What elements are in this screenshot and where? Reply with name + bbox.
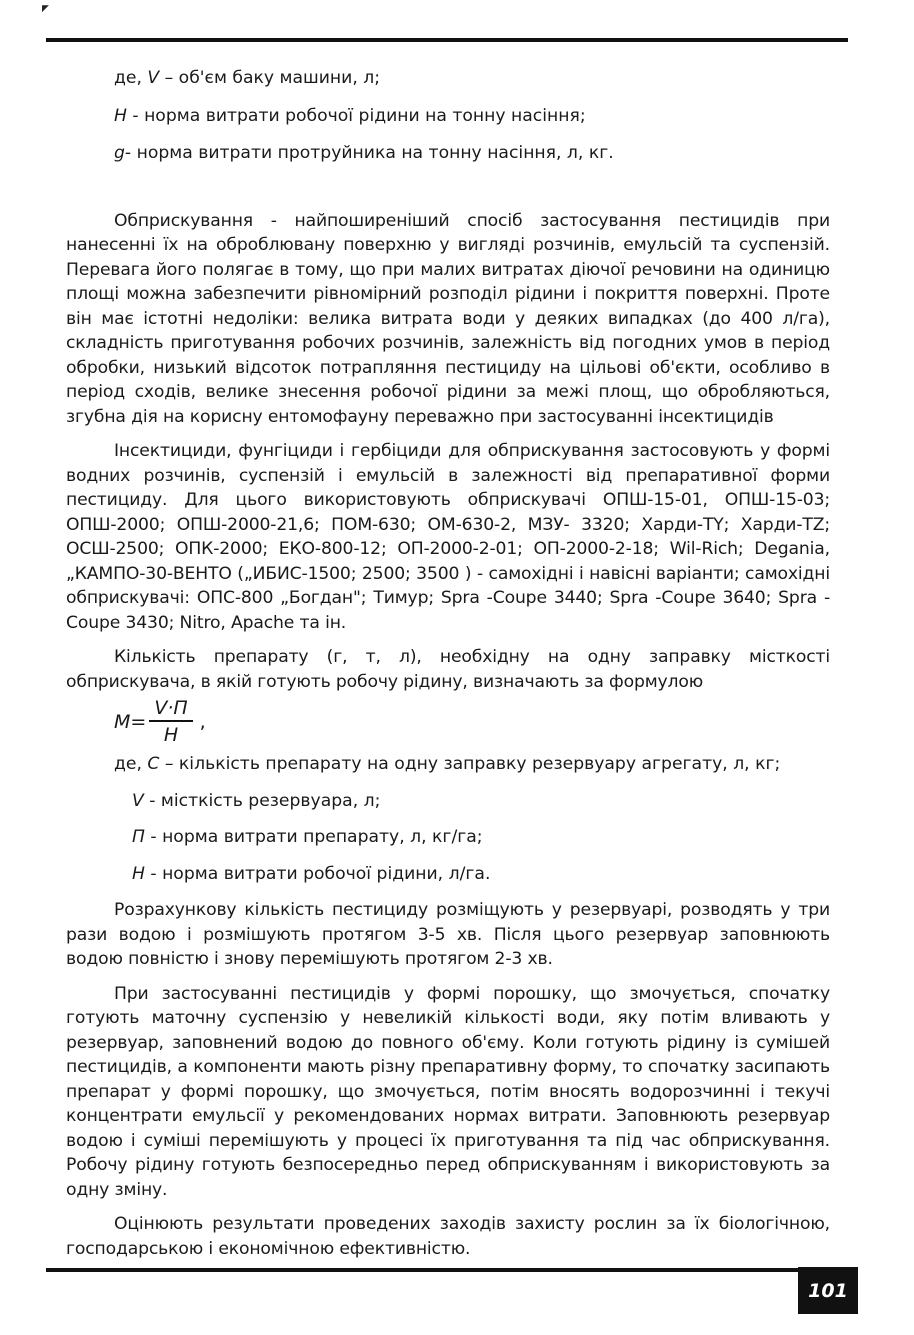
paragraph-formula-intro: Кількість препарату (г, т, л), необхідну на одну заправку місткості обприскувача, в якій готують робочу рідину, визначають за формулою: [66, 647, 830, 692]
paragraph-spraying-intro: Обприскування - найпоширеніший спосіб застосування пестицидів при нанесенні їх на оброблювану поверхню у вигляді розчинів, емульсій та суспензій. Перевага його полягає в тому, що при малих витратах діючої речовини на одиницю площі можна забезпечити рівномірний розподіл рідини і покриття поверхні. Проте він має істотні недоліки: велика витрата води у деяких випадках (до 400 л/га), складність приготування робочих розчинів, залежність від погодних умов в період обробки, низький відсоток потрапляння пестициду на цільові об'єкти, особливо в період сходів, велике знесення робочої рідини за межі площ, що обробляються, згубна дія на корисну ентомофауну переважно при застосуванні інсектицидів: [66, 210, 830, 427]
page-number: 101: [798, 1267, 858, 1314]
formula-fraction: $\frac{V\cdot П}{H}$: [148, 696, 193, 748]
paragraph-calculation: Розрахункову кількість пестициду розміщують у резервуарі, розводять у три рази водою і розмішують протягом 3-5 хв. Після цього резервуар заповнюють водою повністю і знову перемішують протягом 2-3 хв.: [66, 900, 830, 969]
page-content: [66, 66, 830, 1271]
definition-line-h: H - норма витрати робочої рідини на тонну насіння;: [114, 105, 586, 126]
bottom-rule: [46, 1268, 848, 1272]
paragraph-sprayers-list: Інсектициди, фунгіциди і гербіциди для обприскування застосовують у формі водних розчинів, суспензій і емульсій в залежності від препаративної форми пестициду. Для цього використовують обприскувачі ОПШ-15-01, ОПШ-15-03; ОПШ-2000; ОПШ-2000-21,6; ПОМ-630; ОМ-630-2, МЗУ- 3320; Харди-ТY; Харди-ТZ; ОСШ-2500; ОПК-2000; ЕКО-800-12; ОП-2000-2-01; ОП-2000-2-18; Wil-Rich; Degania, „КАМПО-30-ВЕНТО („ИБИС-1500; 2500; 3500 ) - самохідні і навісні варіанти; самохідні обприскувачі: ОПС-800 „Богдан"; Тимур; Spra -Coupe 3440; Spra -Coupe 3640; Spra -Coupe 3430; Nitro, Apache та ін.: [66, 441, 830, 633]
formula-def-p: П - норма витрати препарату, л, кг/га;: [132, 827, 483, 847]
formula-def-h: H - норма витрати робочої рідини, л/га.: [132, 863, 491, 884]
formula-where-line: де, C – кількість препарату на одну заправку резервуару агрегату, л, кг;: [114, 754, 781, 774]
definition-line-g: g- норма витрати протруйника на тонну насіння, л, кг.: [114, 143, 614, 163]
formula-def-v: V - місткість резервуара, л;: [132, 790, 381, 811]
dose-formula: M= $\frac{V\cdot П}{H}$ ,: [114, 697, 206, 746]
paragraph-evaluation: Оцінюють результати проведених заходів захисту рослин за їх біологічною, господарською і економічною ефективністю.: [66, 1214, 830, 1259]
top-rule: [46, 38, 848, 42]
definition-line-v: де, V – об'єм баку машини, л;: [114, 68, 381, 88]
paragraph-preparation: При застосуванні пестицидів у формі порошку, що змочується, спочатку готують маточну суспензію у невеликій кількості води, яку потім вливають у резервуар, заповнений водою до повного об'єму. Коли готують рідину із сумішей пестицидів, а компоненти мають різну препаративну форму, то спочатку засипають препарат у формі порошку, що змочується, потім вносять водорозчинні і текучі концентрати емульсії у рекомендованих нормах витрати. Заповнюють резервуар водою і суміші перемішують у процесі їх приготування та під час обприскування. Робочу рідину готують безпосередньо перед обприскуванням і використовують за одну зміну.: [66, 983, 830, 1200]
corner-mark: ◤: [42, 4, 49, 14]
